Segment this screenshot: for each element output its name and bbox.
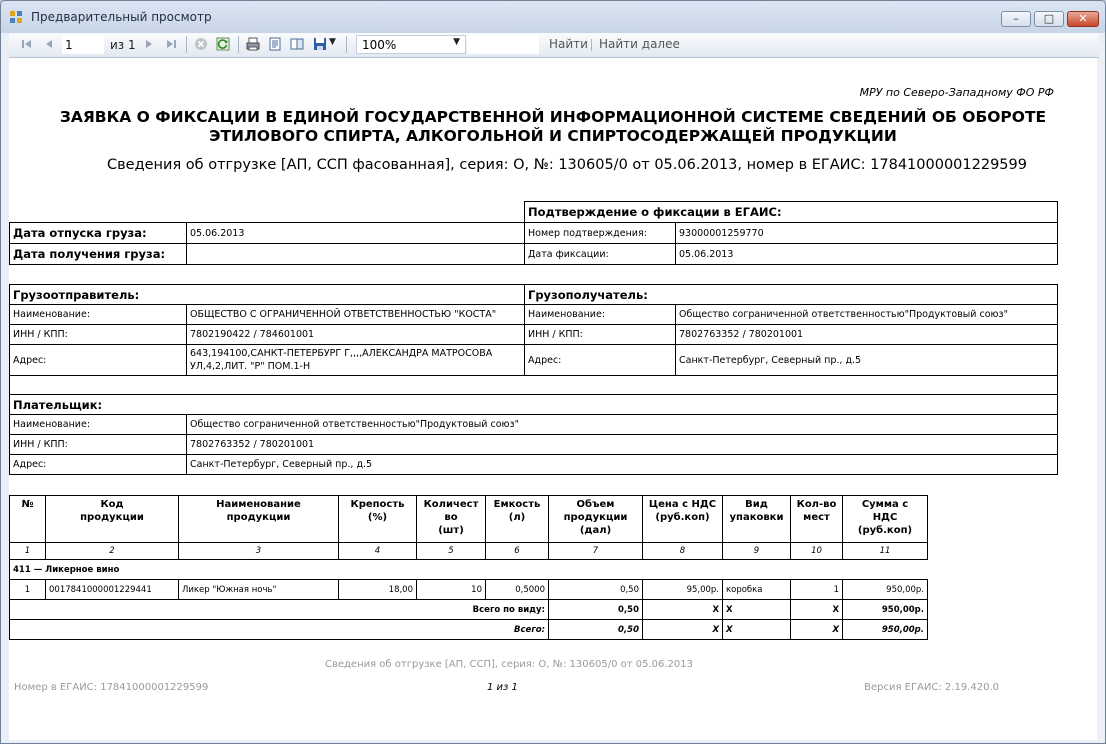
goods-col-header-line: продукции (226, 512, 291, 523)
receive-date-value (187, 244, 525, 265)
goods-col-number: 5 (417, 543, 486, 560)
goods-col-header-line: (руб.коп) (655, 512, 710, 523)
footer-egais-number: Номер в ЕГАИС: 17841000001229599 (14, 682, 209, 693)
toolbar-separator (346, 36, 347, 53)
prev-page-icon[interactable] (41, 36, 57, 52)
goods-cell: 1 (10, 580, 46, 600)
print-icon[interactable] (245, 36, 261, 52)
goods-col-header (339, 496, 417, 543)
goods-cell: Ликер "Южная ночь" (179, 580, 339, 600)
report-page (9, 58, 1097, 740)
goods-colnum-row (10, 543, 928, 560)
total-cell: X (791, 620, 843, 640)
goods-col-header (791, 496, 843, 543)
consignee-addr: Санкт-Петербург, Северный пр., д.5 (676, 345, 1058, 376)
consignee-name-label: Наименование: (525, 305, 676, 325)
goods-col-header-line: (дал) (579, 525, 612, 536)
goods-col-number: 3 (179, 543, 339, 560)
minimize-icon: – (1013, 12, 1019, 25)
goods-col-header (723, 496, 791, 543)
goods-col-number: 11 (843, 543, 928, 560)
total-cell: X (643, 600, 723, 620)
total-cell: 0,50 (549, 620, 643, 640)
payer-inn: 7802763352 / 780201001 (187, 435, 1058, 455)
goods-col-header (179, 496, 339, 543)
goods-col-header-line: (л) (508, 512, 526, 523)
title-line-2: ЭТИЛОВОГО СПИРТА, АЛКОГОЛЬНОЙ И СПИРТОСОДЕРЖАЩЕЙ ПРОДУКЦИИ (209, 127, 897, 145)
search-input[interactable] (467, 35, 539, 54)
goods-col-header-line: Количест (423, 499, 479, 510)
consignee-inn-label: ИНН / КПП: (525, 325, 676, 345)
goods-cell: 0,50 (549, 580, 643, 600)
page-of-label: из (110, 38, 125, 52)
shipper-name-label: Наименование: (10, 305, 187, 325)
close-button[interactable] (1067, 11, 1099, 27)
toolbar (9, 33, 1099, 58)
close-icon: ✕ (1078, 12, 1088, 25)
goods-col-header-line: НДС (872, 512, 898, 523)
stop-icon[interactable] (193, 36, 209, 52)
goods-col-header-line: Наименование (216, 499, 301, 510)
shipper-addr: 643,194100,САНКТ-ПЕТЕРБУРГ Г,,,,АЛЕКСАНДРА МАТРОСОВА УЛ,4,2,ЛИТ. "Р" ПОМ.1-Н (187, 345, 525, 376)
find-next-button[interactable]: Найти далее (599, 37, 680, 51)
goods-col-number: 1 (10, 543, 46, 560)
grand-total-row (10, 620, 928, 640)
shipper-header: Грузоотправитель: (10, 285, 525, 305)
goods-col-header-line: мест (803, 512, 830, 523)
goods-cell: 0,5000 (486, 580, 549, 600)
zoom-select[interactable] (356, 35, 466, 54)
save-icon[interactable] (312, 36, 328, 52)
window-title: Предварительный просмотр (31, 10, 212, 24)
goods-col-header-line: (%) (367, 512, 388, 523)
fix-date-label: Дата фиксации: (525, 244, 676, 265)
page-layout-icon[interactable] (267, 36, 283, 52)
total-cell: X (723, 600, 791, 620)
confirm-no-value: 93000001259770 (676, 223, 1058, 244)
goods-col-header-line: Сумма с (861, 499, 909, 510)
footer-doc-info: Сведения об отгрузке [АП, ССП], серия: О, №: 130605/0 от 05.06.2013 (324, 659, 693, 670)
goods-col-header-line: продукции (80, 512, 144, 523)
total-cell: X (723, 620, 791, 640)
goods-col-number: 7 (549, 543, 643, 560)
group-row: 411 — Ликерное вино (10, 560, 928, 580)
goods-col-header-line: Код (100, 499, 124, 510)
total-cell: 950,00р. (843, 600, 928, 620)
goods-col-header-line: Цена с НДС (648, 499, 717, 510)
shipper-inn-label: ИНН / КПП: (10, 325, 187, 345)
subtotal-row (10, 600, 928, 620)
goods-col-number: 6 (486, 543, 549, 560)
ship-date-label: Дата отпуска груза: (10, 223, 187, 244)
maximize-button[interactable] (1034, 11, 1064, 27)
payer-addr: Санкт-Петербург, Северный пр., д.5 (187, 455, 1058, 475)
goods-cell: 950,00р. (843, 580, 928, 600)
find-button[interactable]: Найти (549, 37, 588, 51)
goods-col-number: 8 (643, 543, 723, 560)
goods-col-header-line: продукции (563, 512, 628, 523)
parties-table (9, 284, 1058, 475)
title-line-1: ЗАЯВКА О ФИКСАЦИИ В ЕДИНОЙ ГОСУДАРСТВЕННОЙ ИНФОРМАЦИОННОЙ СИСТЕМЕ СВЕДЕНИЙ ОБ ОБОРОТЕ (59, 108, 1047, 126)
next-page-icon[interactable] (141, 36, 157, 52)
goods-col-header (46, 496, 179, 543)
toolbar-separator (591, 39, 592, 51)
zoom-value: 100% (362, 38, 397, 52)
goods-cell: 10 (417, 580, 486, 600)
goods-col-header (486, 496, 549, 543)
org-name: МРУ по Северо-Западному ФО РФ (859, 86, 1054, 99)
receive-date-label: Дата получения груза: (10, 244, 187, 265)
first-page-icon[interactable] (19, 36, 35, 52)
fix-date-value: 05.06.2013 (676, 244, 1058, 265)
table-row (10, 580, 928, 600)
goods-col-header (549, 496, 643, 543)
confirm-no-label: Номер подтверждения: (525, 223, 676, 244)
shipper-name: ОБЩЕСТВО С ОГРАНИЧЕННОЙ ОТВЕТСТВЕННОСТЬЮ "КОСТА" (187, 305, 525, 325)
maximize-icon: □ (1043, 12, 1055, 25)
refresh-icon[interactable] (215, 36, 231, 52)
goods-col-header-line: № (21, 499, 34, 510)
shipper-inn: 7802190422 / 784601001 (187, 325, 525, 345)
title-bar[interactable] (1, 1, 1105, 33)
consignee-inn: 7802763352 / 780201001 (676, 325, 1058, 345)
page-number-input[interactable] (62, 35, 104, 54)
goods-col-header (417, 496, 486, 543)
payer-inn-label: ИНН / КПП: (10, 435, 187, 455)
goods-col-number: 4 (339, 543, 417, 560)
page-setup-icon[interactable] (289, 36, 305, 52)
goods-cell: 18,00 (339, 580, 417, 600)
goods-col-header (843, 496, 928, 543)
consignee-header: Грузополучатель: (525, 285, 1058, 305)
goods-col-header-line: (шт) (438, 525, 464, 536)
consignee-addr-label: Адрес: (525, 345, 676, 376)
total-label: Всего: (10, 620, 549, 640)
chevron-down-icon: ▼ (453, 37, 460, 47)
total-label: Всего по виду: (10, 600, 549, 620)
consignee-name: Общество сограниченной ответственностью"Продуктовый союз" (676, 305, 1058, 325)
goods-cell: коробка (723, 580, 791, 600)
total-cell: X (791, 600, 843, 620)
goods-col-header-line: Крепость (350, 499, 405, 510)
goods-col-header-line: Емкость (493, 499, 541, 510)
save-dropdown-arrow-icon[interactable]: ▼ (329, 37, 336, 47)
ship-date-value: 05.06.2013 (187, 223, 525, 244)
goods-col-header-line: Вид (745, 499, 768, 510)
goods-col-header (10, 496, 46, 543)
dates-table (9, 201, 1058, 265)
last-page-icon[interactable] (163, 36, 179, 52)
minimize-button[interactable] (1001, 11, 1031, 27)
goods-col-number: 10 (791, 543, 843, 560)
goods-col-number: 9 (723, 543, 791, 560)
toolbar-separator (238, 36, 239, 53)
goods-col-header (643, 496, 723, 543)
shipper-addr-label: Адрес: (10, 345, 187, 376)
total-cell: 0,50 (549, 600, 643, 620)
payer-name: Общество сограниченной ответственностью"Продуктовый союз" (187, 415, 1058, 435)
footer-page-number: 1 из 1 (487, 682, 518, 693)
page-total: 1 (128, 38, 136, 52)
goods-col-header-line: (руб.коп) (857, 525, 913, 536)
goods-col-header-line: упаковки (729, 512, 784, 523)
document-title (9, 108, 1097, 146)
goods-cell: 1 (791, 580, 843, 600)
toolbar-separator (186, 36, 187, 53)
goods-col-header-line: Объем (576, 499, 615, 510)
document-subtitle: Сведения об отгрузке [АП, ССП фасованная], серия: О, №: 130605/0 от 05.06.2013, номер в ЕГАИС: 17841000001229599 (107, 157, 1027, 173)
goods-table (9, 495, 928, 640)
goods-header-row (10, 496, 928, 543)
goods-col-number: 2 (46, 543, 179, 560)
goods-cell: 0017841000001229441 (46, 580, 179, 600)
app-icon (9, 10, 23, 24)
goods-col-header-line: во (444, 512, 458, 523)
goods-col-header-line: Кол-во (796, 499, 837, 510)
total-cell: 950,00р. (843, 620, 928, 640)
payer-addr-label: Адрес: (10, 455, 187, 475)
total-cell: X (643, 620, 723, 640)
payer-header: Плательщик: (10, 395, 1058, 415)
footer-version: Версия ЕГАИС: 2.19.420.0 (864, 682, 999, 693)
confirm-header: Подтверждение о фиксации в ЕГАИС: (525, 202, 1058, 223)
payer-name-label: Наименование: (10, 415, 187, 435)
goods-cell: 95,00р. (643, 580, 723, 600)
